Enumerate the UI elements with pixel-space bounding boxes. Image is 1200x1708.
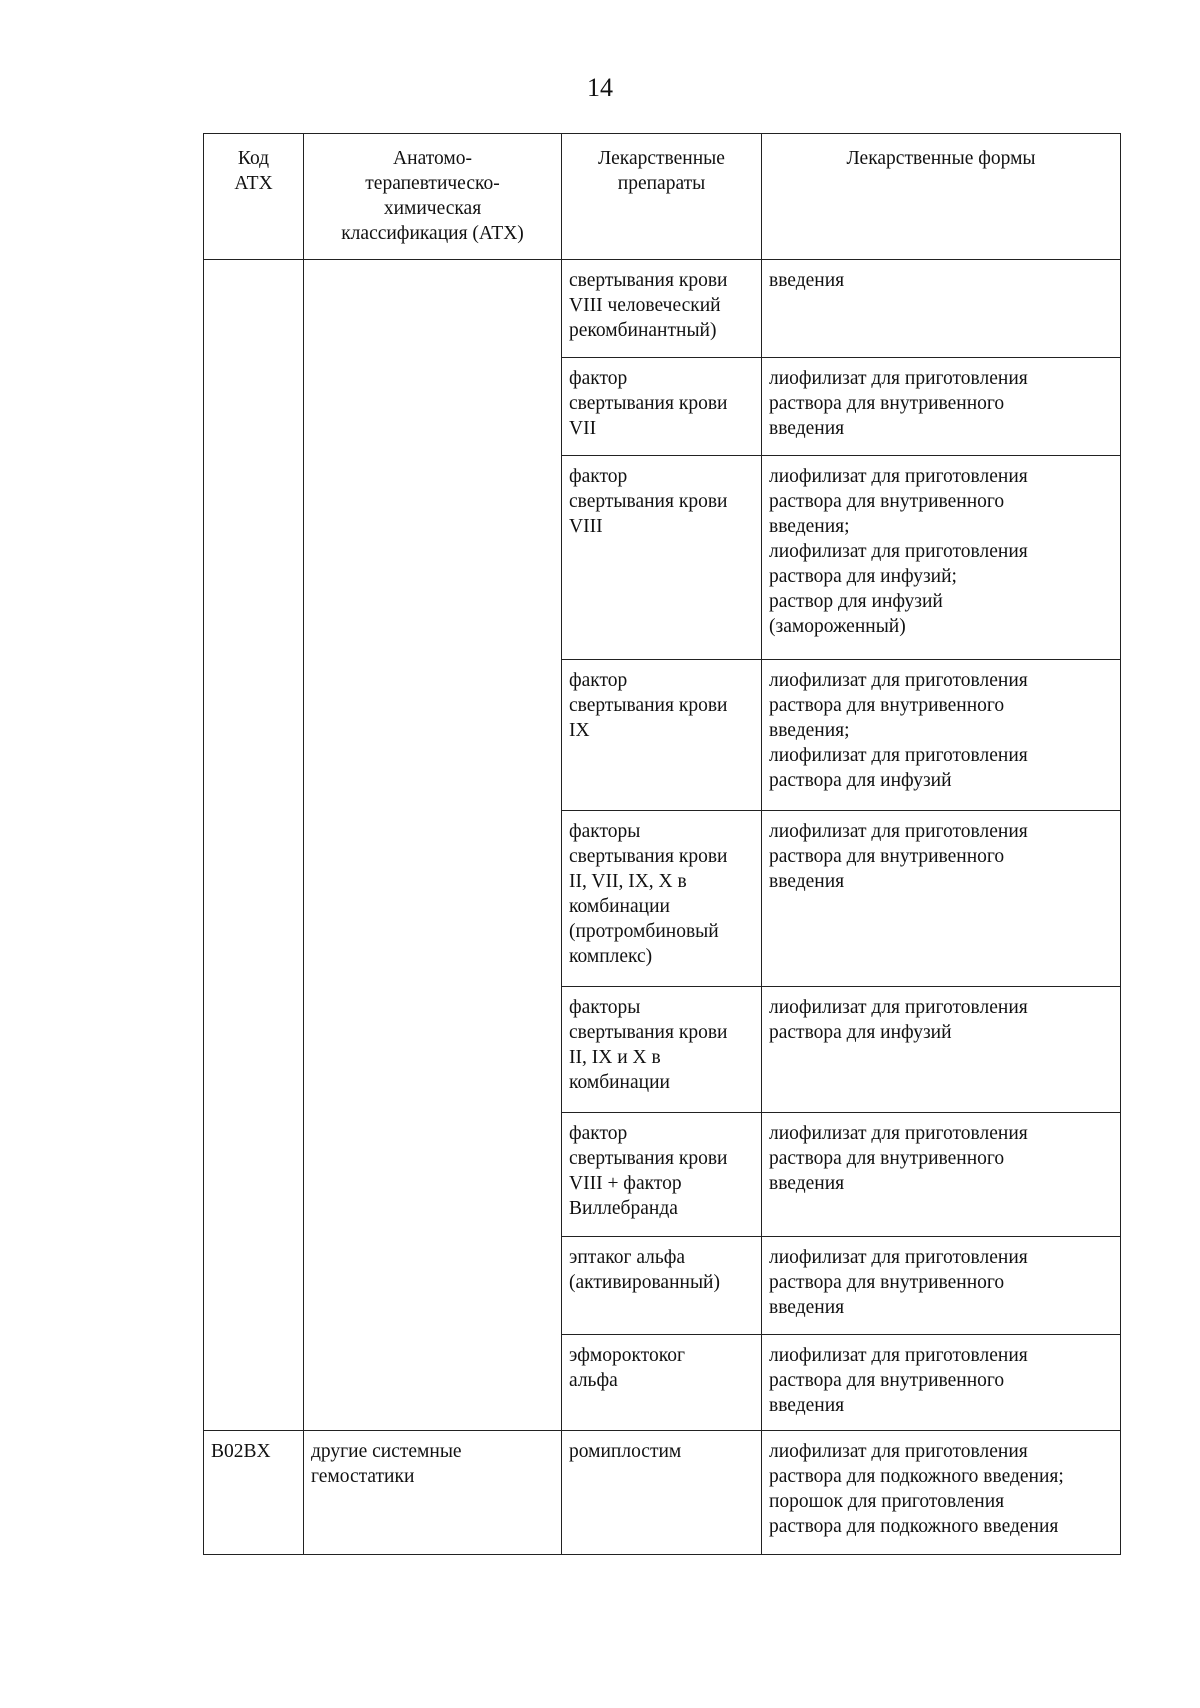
page-number: 14	[587, 73, 613, 102]
header-dosage-forms: Лекарственные формы	[762, 134, 1121, 260]
dosage-form-cell: лиофилизат для приготовления раствора для внутривенного введения	[762, 811, 1121, 987]
drug-cell: фактор свертывания крови VIII + фактор Виллебранда	[562, 1113, 762, 1237]
table-header-row	[204, 134, 1121, 260]
table-row	[204, 1431, 1121, 1555]
drug-cell: фактор свертывания крови IX	[562, 660, 762, 811]
table-row	[204, 260, 1121, 358]
header-atc-classification: Анатомо- терапевтическо- химическая классификация (АТХ)	[304, 134, 562, 260]
atc-classification-cell: другие системные гемостатики	[304, 1431, 562, 1555]
dosage-form-cell: лиофилизат для приготовления раствора для подкожного введения; порошок для приготовления раствора для подкожного введения	[762, 1431, 1121, 1555]
dosage-form-cell: лиофилизат для приготовления раствора для внутривенного введения	[762, 1335, 1121, 1431]
header-atc-code: Код АТХ	[204, 134, 304, 260]
drug-cell: фактор свертывания крови VIII	[562, 456, 762, 660]
atc-drug-table	[203, 133, 1121, 1555]
drug-cell: фактор свертывания крови VII	[562, 358, 762, 456]
dosage-form-cell: лиофилизат для приготовления раствора для внутривенного введения	[762, 358, 1121, 456]
drug-cell: эфмороктоког альфа	[562, 1335, 762, 1431]
atc-classification-cell	[304, 260, 562, 1431]
drug-cell: свертывания крови VIII человеческий рекомбинантный)	[562, 260, 762, 358]
dosage-form-cell: лиофилизат для приготовления раствора для внутривенного введения; лиофилизат для приготовления раствора для инфузий	[762, 660, 1121, 811]
header-drugs: Лекарственные препараты	[562, 134, 762, 260]
drug-cell: эптаког альфа (активированный)	[562, 1237, 762, 1335]
dosage-form-cell: введения	[762, 260, 1121, 358]
atc-code-cell: B02BX	[204, 1431, 304, 1555]
dosage-form-cell: лиофилизат для приготовления раствора для внутривенного введения	[762, 1113, 1121, 1237]
drug-cell: ромиплостим	[562, 1431, 762, 1555]
dosage-form-cell: лиофилизат для приготовления раствора для внутривенного введения	[762, 1237, 1121, 1335]
drug-cell: факторы свертывания крови II, IX и X в комбинации	[562, 987, 762, 1113]
drug-cell: факторы свертывания крови II, VII, IX, X в комбинации (протромбиновый комплекс)	[562, 811, 762, 987]
dosage-form-cell: лиофилизат для приготовления раствора для инфузий	[762, 987, 1121, 1113]
dosage-form-cell: лиофилизат для приготовления раствора для внутривенного введения; лиофилизат для приготовления раствора для инфузий; раствор для инфузий (замороженный)	[762, 456, 1121, 660]
atc-code-cell	[204, 260, 304, 1431]
